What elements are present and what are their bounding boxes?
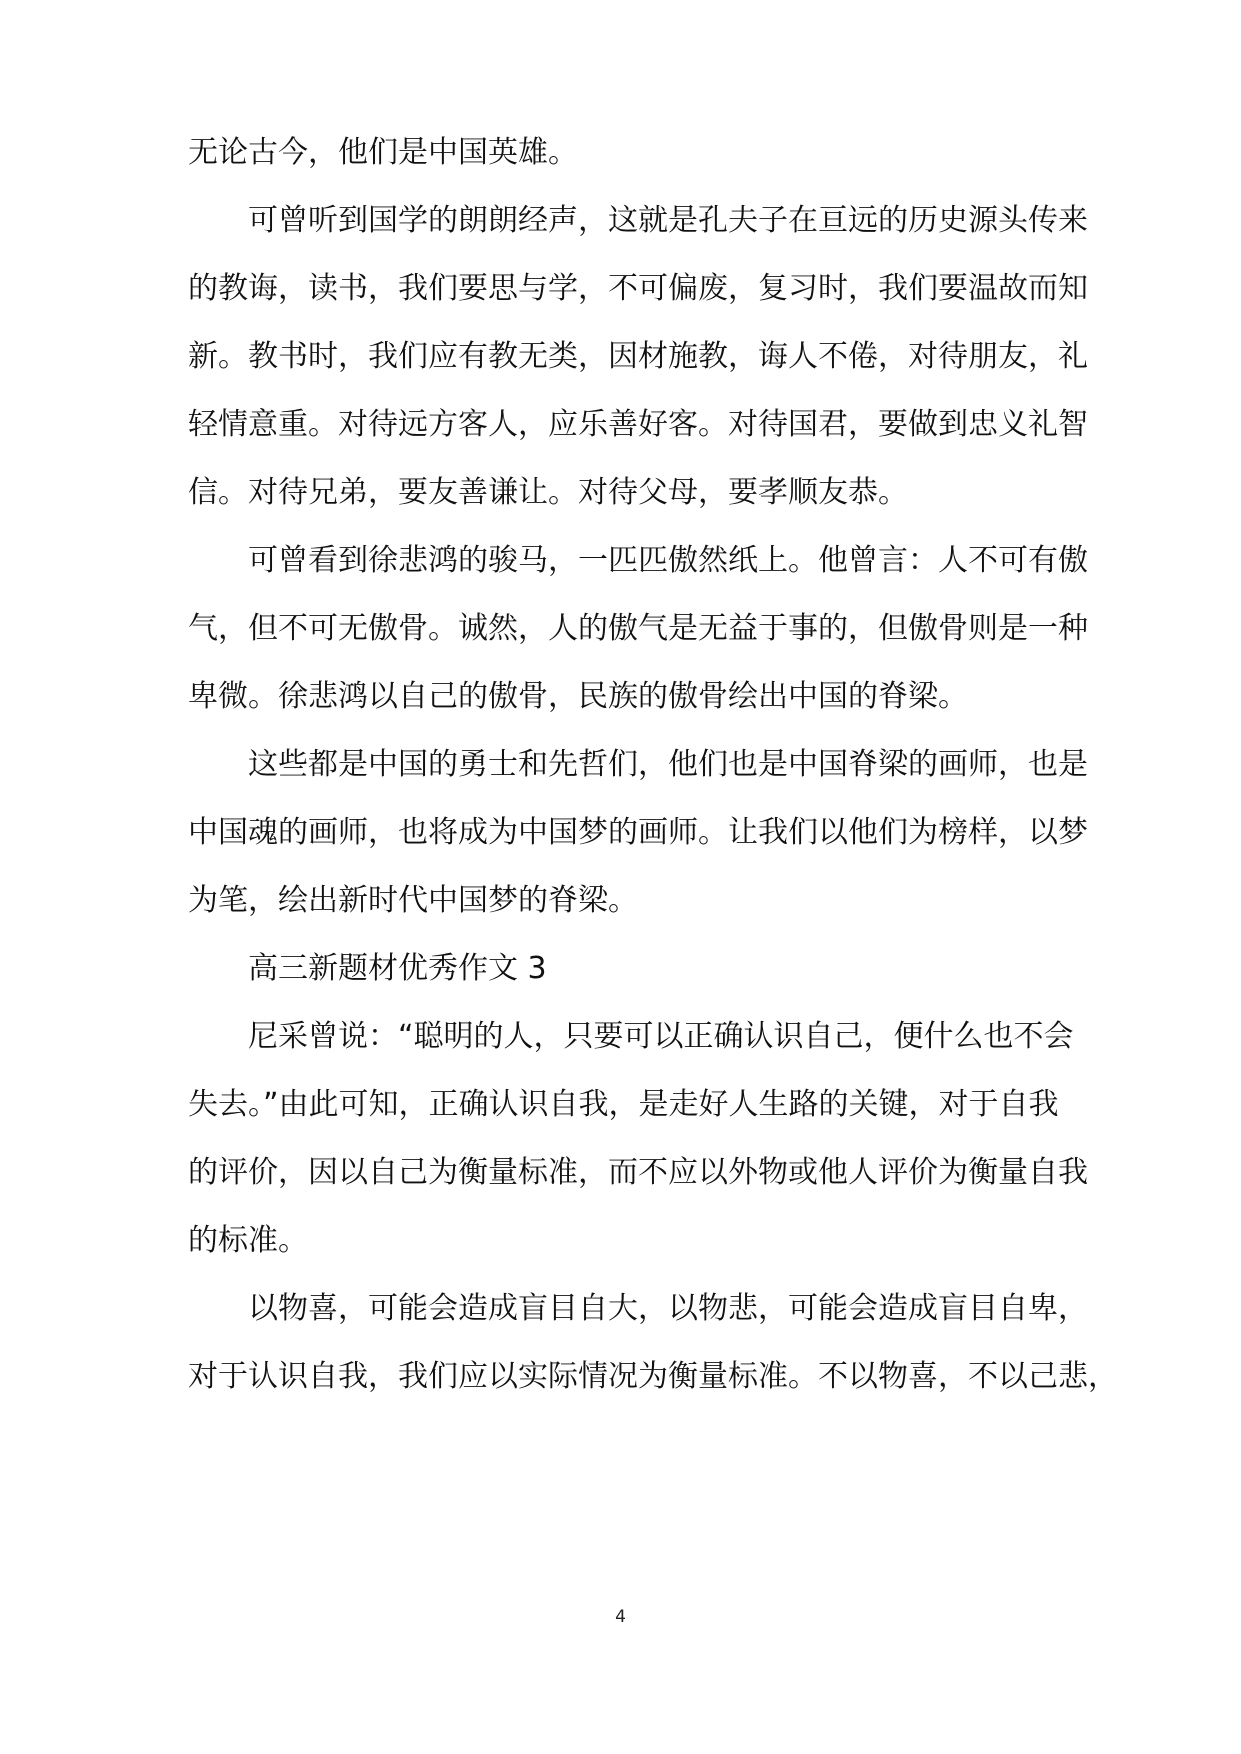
text-line: 为笔，绘出新时代中国梦的脊梁。 (188, 883, 638, 918)
text-line: 中国魂的画师，也将成为中国梦的画师。让我们以他们为榜样，以梦 (188, 815, 1088, 850)
text-line: 的评价，因以自己为衡量标准，而不应以外物或他人评价为衡量自我 (188, 1155, 1088, 1190)
text-line: 卑微。徐悲鸿以自己的傲骨，民族的傲骨绘出中国的脊梁。 (188, 679, 968, 714)
paragraph-start-line: 可曾看到徐悲鸿的骏马，一匹匹傲然纸上。他曾言：人不可有傲 (248, 543, 1088, 578)
paragraph-start-line: 以物喜，可能会造成盲目自大，以物悲，可能会造成盲目自卑， (248, 1291, 1088, 1326)
text-line: 气，但不可无傲骨。诚然，人的傲气是无益于事的，但傲骨则是一种 (188, 611, 1088, 646)
paragraph-start-line: 可曾听到国学的朗朗经声，这就是孔夫子在亘远的历史源头传来 (248, 203, 1088, 238)
page-number: 4 (615, 1607, 626, 1627)
text-line: 无论古今，他们是中国英雄。 (188, 135, 578, 170)
text-line: 对于认识自我，我们应以实际情况为衡量标准。不以物喜，不以己悲， (188, 1359, 1118, 1394)
text-line: 新。教书时，我们应有教无类，因材施教，诲人不倦，对待朋友，礼 (188, 339, 1088, 374)
paragraph-start-line: 尼采曾说：“聪明的人，只要可以正确认识自己，便什么也不会 (248, 1019, 1074, 1054)
text-line: 的教诲，读书，我们要思与学，不可偏废，复习时，我们要温故而知 (188, 271, 1088, 306)
text-line: 轻情意重。对待远方客人，应乐善好客。对待国君，要做到忠义礼智 (188, 407, 1088, 442)
text-line: 信。对待兄弟，要友善谦让。对待父母，要孝顺友恭。 (188, 475, 908, 510)
section-heading: 高三新题材优秀作文 3 (248, 951, 547, 986)
text-line: 失去。”由此可知，正确认识自我，是走好人生路的关键，对于自我 (188, 1087, 1059, 1122)
paragraph-start-line: 这些都是中国的勇士和先哲们，他们也是中国脊梁的画师，也是 (248, 747, 1088, 782)
text-line: 的标准。 (188, 1223, 308, 1258)
